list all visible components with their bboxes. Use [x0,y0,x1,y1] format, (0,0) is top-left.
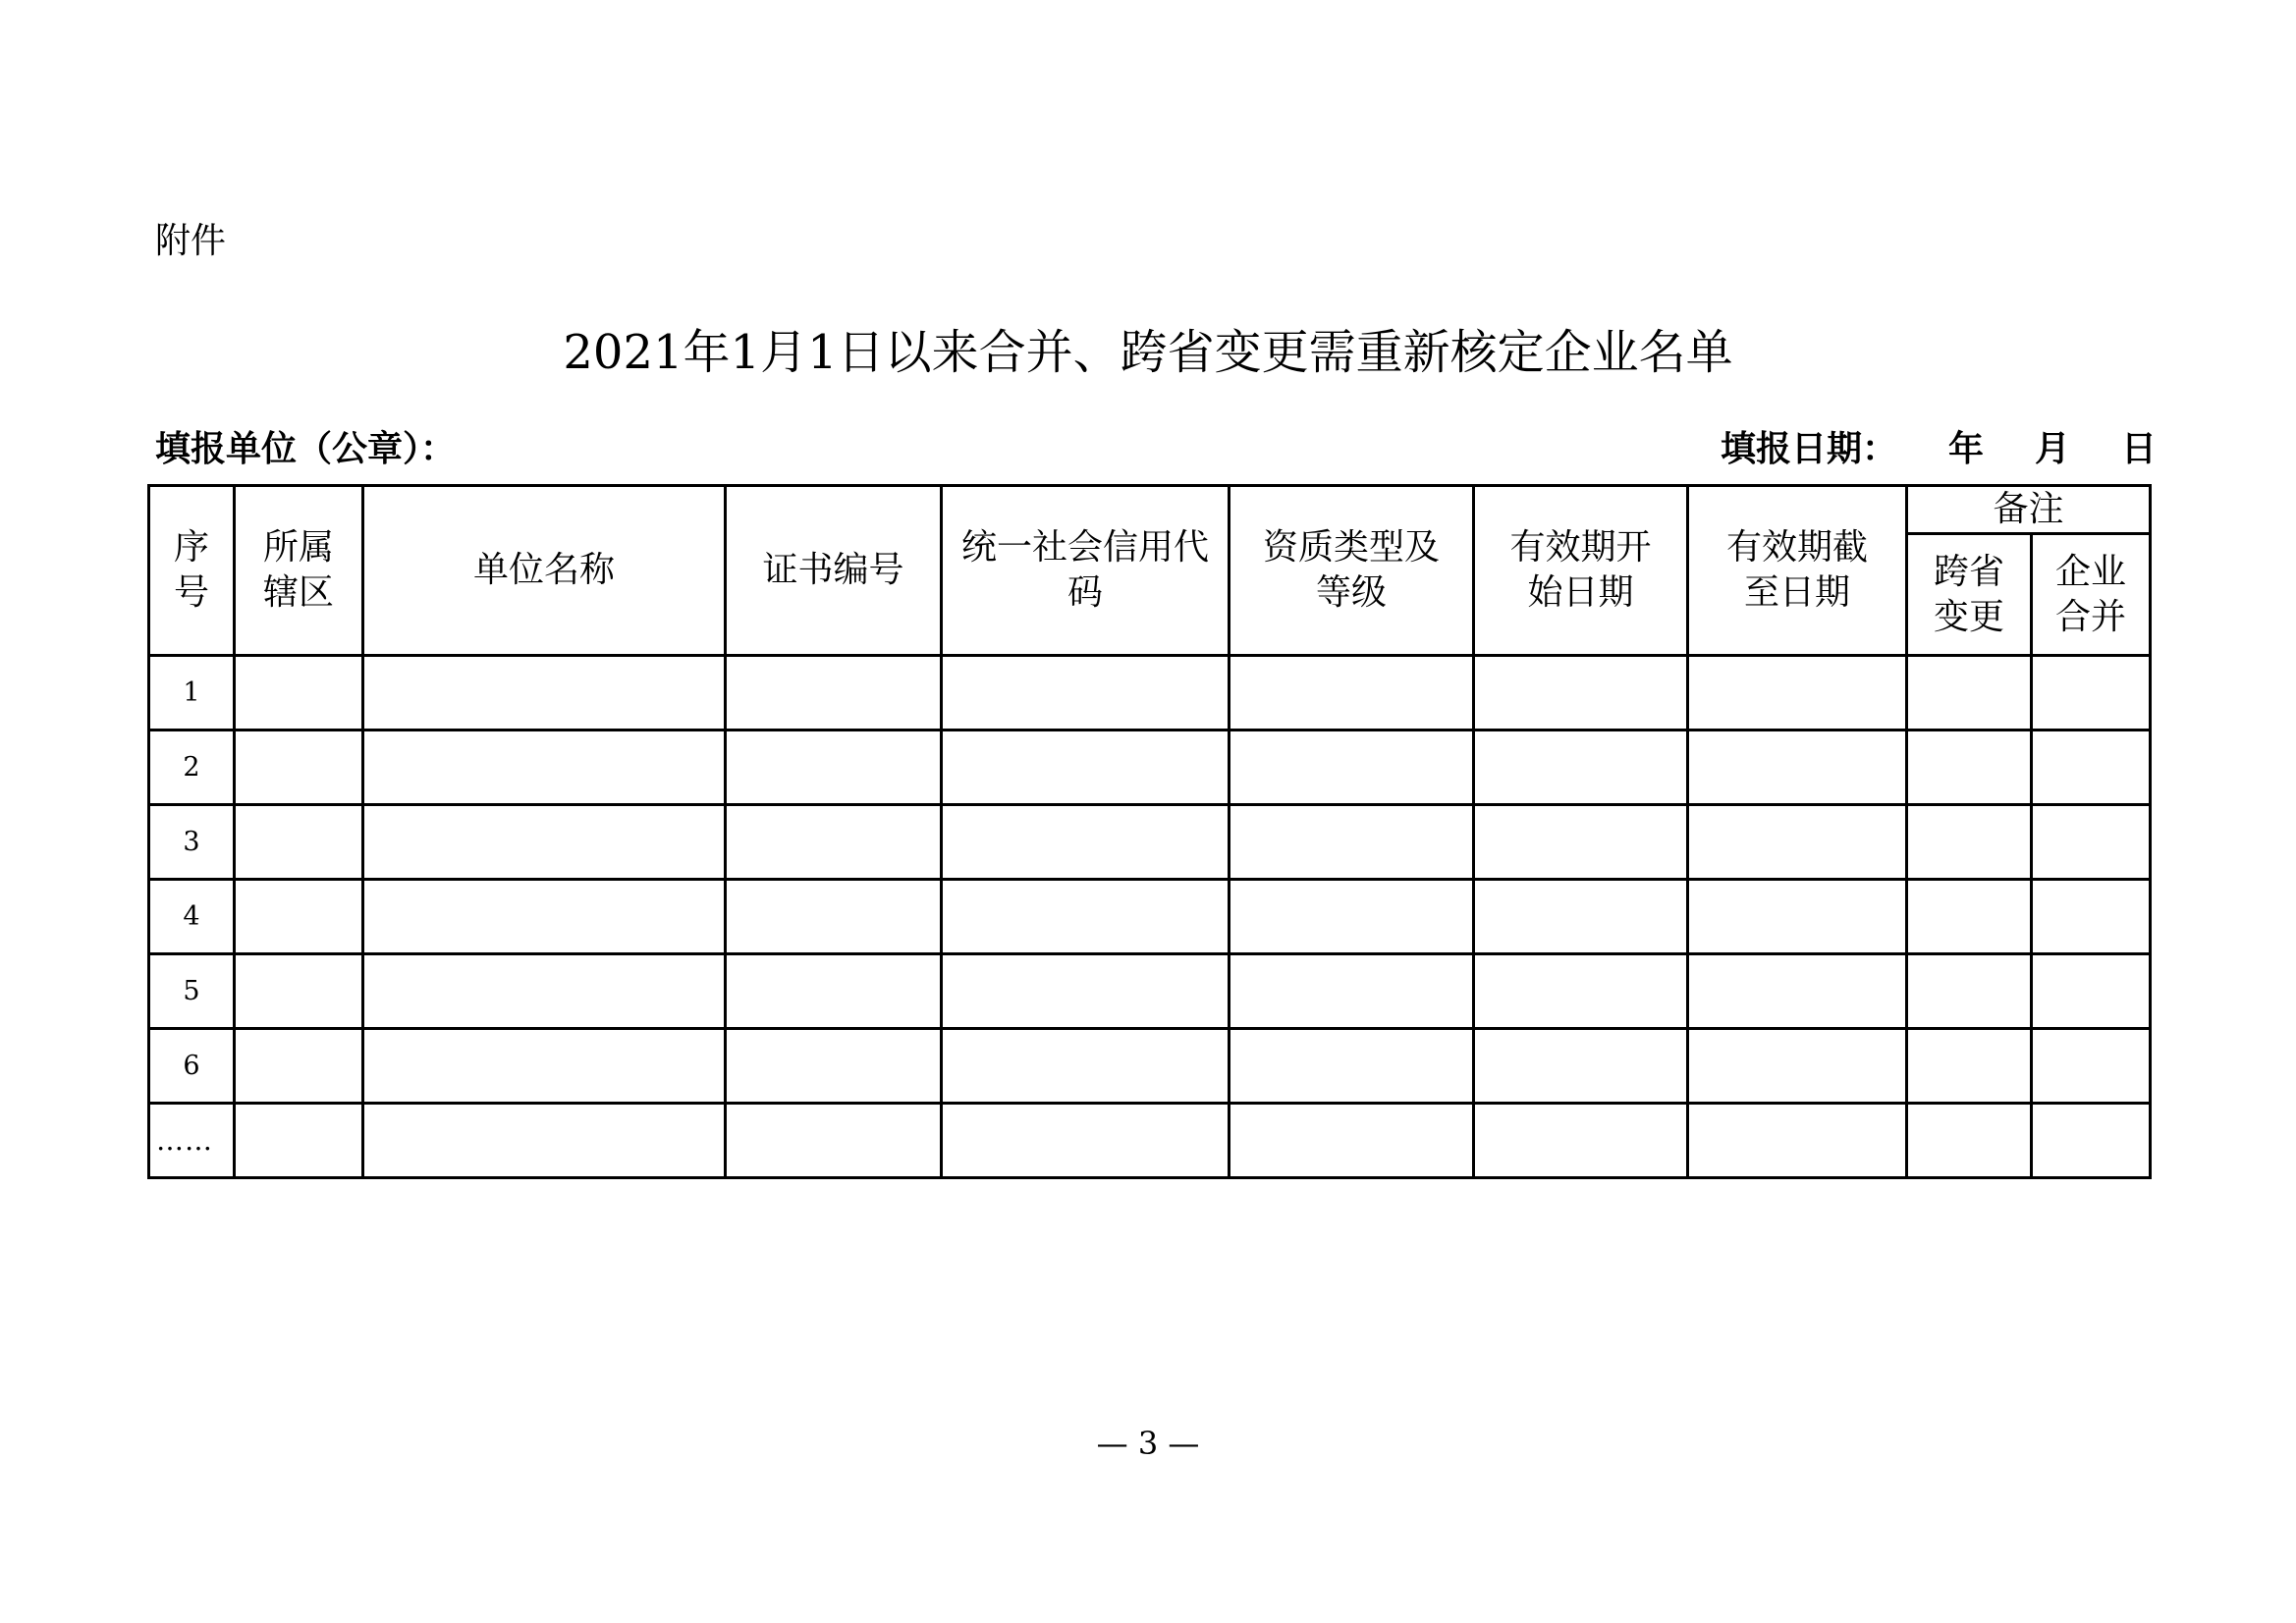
cell-unit-name[interactable] [363,1104,726,1178]
cell-unit-name[interactable] [363,730,726,805]
cell-qualification[interactable] [1230,1104,1474,1178]
header-valid-start [1474,486,1688,656]
row-index: 5 [149,954,235,1029]
header-remarks-label: 备注 [1993,489,2064,529]
header-merger [2032,534,2151,656]
cell-qualification[interactable] [1230,1029,1474,1104]
cell-cert-no[interactable] [726,656,942,730]
cell-valid-start[interactable] [1474,1029,1688,1104]
cell-qualification[interactable] [1230,954,1474,1029]
cell-cert-no[interactable] [726,1104,942,1178]
header-merger-label: 企业合并 [2054,551,2126,637]
cell-district[interactable] [235,880,363,954]
cell-cross-province[interactable] [1907,880,2032,954]
cell-cert-no[interactable] [726,1029,942,1104]
header-district-label: 所属辖区 [262,527,334,613]
cell-cert-no[interactable] [726,730,942,805]
cell-credit-code[interactable] [942,1104,1230,1178]
date-year-label: 年 [1948,429,1985,469]
cell-cross-province[interactable] [1907,730,2032,805]
cell-merger[interactable] [2032,656,2151,730]
cell-cross-province[interactable] [1907,1104,2032,1178]
cell-cross-province[interactable] [1907,954,2032,1029]
header-unit-name-label: 单位名称 [472,550,615,590]
attachment-label: 附件 [155,221,227,261]
cell-merger[interactable] [2032,730,2151,805]
cell-unit-name[interactable] [363,880,726,954]
cell-cross-province[interactable] [1907,1029,2032,1104]
document-title: 2021年1月1日以来合并、跨省变更需重新核定企业名单 [563,325,1733,380]
cell-cert-no[interactable] [726,954,942,1029]
cell-merger[interactable] [2032,880,2151,954]
header-valid-end [1688,486,1907,656]
header-cert-no [726,486,942,656]
cell-district[interactable] [235,954,363,1029]
header-credit-code [942,486,1230,656]
row-index: 1 [149,656,235,730]
reporting-unit-label: 填报单位（公章）： [155,429,457,469]
cell-district[interactable] [235,730,363,805]
header-seq [149,486,235,656]
cell-merger[interactable] [2032,805,2151,880]
cell-unit-name[interactable] [363,656,726,730]
cell-unit-name[interactable] [363,805,726,880]
header-cross-province [1907,534,2032,656]
row-index: 2 [149,730,235,805]
cell-district[interactable] [235,1029,363,1104]
cell-district[interactable] [235,805,363,880]
cell-valid-end[interactable] [1688,880,1907,954]
header-credit-code-label: 统一社会信用代码 [960,527,1209,613]
cell-cross-province[interactable] [1907,656,2032,730]
cell-merger[interactable] [2032,1104,2151,1178]
row-index-ellipsis: …… [149,1104,235,1178]
header-valid-start-label: 有效期开始日期 [1509,527,1652,613]
cell-district[interactable] [235,1104,363,1178]
row-index: 6 [149,1029,235,1104]
cell-merger[interactable] [2032,954,2151,1029]
date-day-label: 日 [2121,429,2158,469]
reporting-date [1721,429,2158,469]
cell-credit-code[interactable] [942,805,1230,880]
cell-credit-code[interactable] [942,1029,1230,1104]
table-row [149,730,2151,805]
table-row [149,880,2151,954]
header-district [235,486,363,656]
enterprise-roster-table [147,484,2152,1179]
table-row [149,805,2151,880]
row-index: 3 [149,805,235,880]
cell-cert-no[interactable] [726,805,942,880]
cell-credit-code[interactable] [942,730,1230,805]
cell-credit-code[interactable] [942,880,1230,954]
table-row [149,1104,2151,1178]
cell-qualification[interactable] [1230,656,1474,730]
cell-unit-name[interactable] [363,1029,726,1104]
cell-valid-end[interactable] [1688,1104,1907,1178]
header-qualification [1230,486,1474,656]
cell-valid-end[interactable] [1688,1029,1907,1104]
cell-valid-start[interactable] [1474,954,1688,1029]
header-seq-label: 序号 [173,527,209,613]
cell-valid-end[interactable] [1688,730,1907,805]
cell-credit-code[interactable] [942,656,1230,730]
table-row [149,954,2151,1029]
header-unit-name [363,486,726,656]
reporting-date-label: 填报日期： [1721,429,1898,469]
cell-valid-start[interactable] [1474,805,1688,880]
cell-valid-end[interactable] [1688,954,1907,1029]
page-number: — 3 — [1096,1425,1200,1462]
cell-valid-end[interactable] [1688,656,1907,730]
date-month-label: 月 [2035,429,2071,469]
cell-qualification[interactable] [1230,805,1474,880]
cell-credit-code[interactable] [942,954,1230,1029]
table-row [149,656,2151,730]
cell-valid-start[interactable] [1474,730,1688,805]
row-index: 4 [149,880,235,954]
header-valid-end-label: 有效期截至日期 [1725,527,1868,613]
cell-district[interactable] [235,656,363,730]
cell-valid-start[interactable] [1474,880,1688,954]
header-qualification-label: 资质类型及等级 [1262,527,1440,613]
header-cert-no-label: 证书编号 [762,550,904,590]
cell-cert-no[interactable] [726,880,942,954]
header-remarks [1907,486,2151,534]
cell-cross-province[interactable] [1907,805,2032,880]
header-cross-province-label: 跨省变更 [1933,551,2004,637]
cell-valid-end[interactable] [1688,805,1907,880]
table-row [149,1029,2151,1104]
cell-valid-start[interactable] [1474,656,1688,730]
cell-qualification[interactable] [1230,880,1474,954]
cell-unit-name[interactable] [363,954,726,1029]
cell-merger[interactable] [2032,1029,2151,1104]
cell-qualification[interactable] [1230,730,1474,805]
cell-valid-start[interactable] [1474,1104,1688,1178]
